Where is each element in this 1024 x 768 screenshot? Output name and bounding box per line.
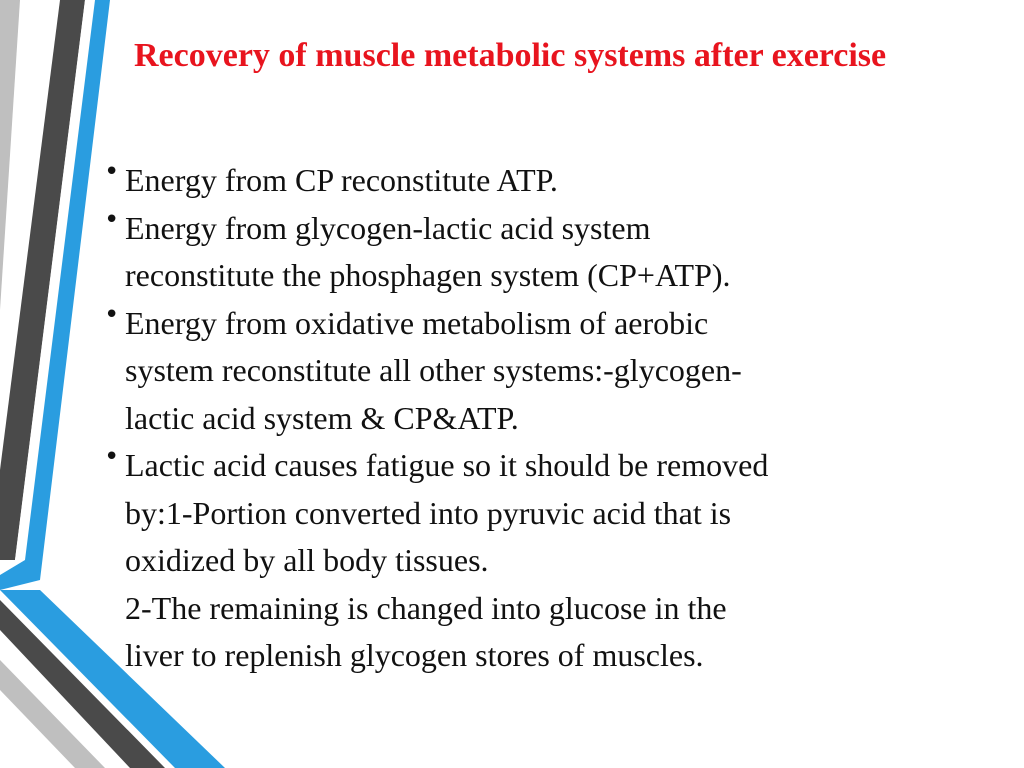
bullet-item xyxy=(104,205,934,300)
bullet-line: system reconstitute all other systems:-glycogen- xyxy=(125,352,742,388)
continuation-line: 2-The remaining is changed into glucose in the xyxy=(125,589,727,626)
continuation-paragraph xyxy=(104,585,934,680)
bullet-item xyxy=(104,157,934,205)
continuation-line: liver to replenish glycogen stores of muscles. xyxy=(125,637,704,673)
bullet-dot-icon: • xyxy=(104,157,120,187)
bullet-list xyxy=(104,157,934,680)
bullet-item xyxy=(104,442,934,585)
gray-stripe-left xyxy=(0,0,20,310)
bullet-dot-icon: • xyxy=(104,442,120,472)
bullet-item xyxy=(104,300,934,443)
slide-title: Recovery of muscle metabolic systems after exercise xyxy=(134,37,887,74)
bullet-line: lactic acid system & CP&ATP. xyxy=(125,399,519,436)
bullet-dot-icon: • xyxy=(104,204,120,235)
bullet-line: oxidized by all body tissues. xyxy=(125,542,489,578)
bullet-line: Energy from oxidative metabolism of aerobic xyxy=(125,304,709,341)
bullet-line: Energy from glycogen-lactic acid system xyxy=(125,209,651,246)
bullet-dot-icon: • xyxy=(104,299,120,330)
bullet-line: by:1-Portion converted into pyruvic acid that is xyxy=(125,494,732,531)
bullet-line: Energy from CP reconstitute ATP. xyxy=(125,162,558,198)
bullet-line: Lactic acid causes fatigue so it should be removed xyxy=(125,447,769,483)
bullet-line: reconstitute the phosphagen system (CP+ATP). xyxy=(125,257,731,293)
